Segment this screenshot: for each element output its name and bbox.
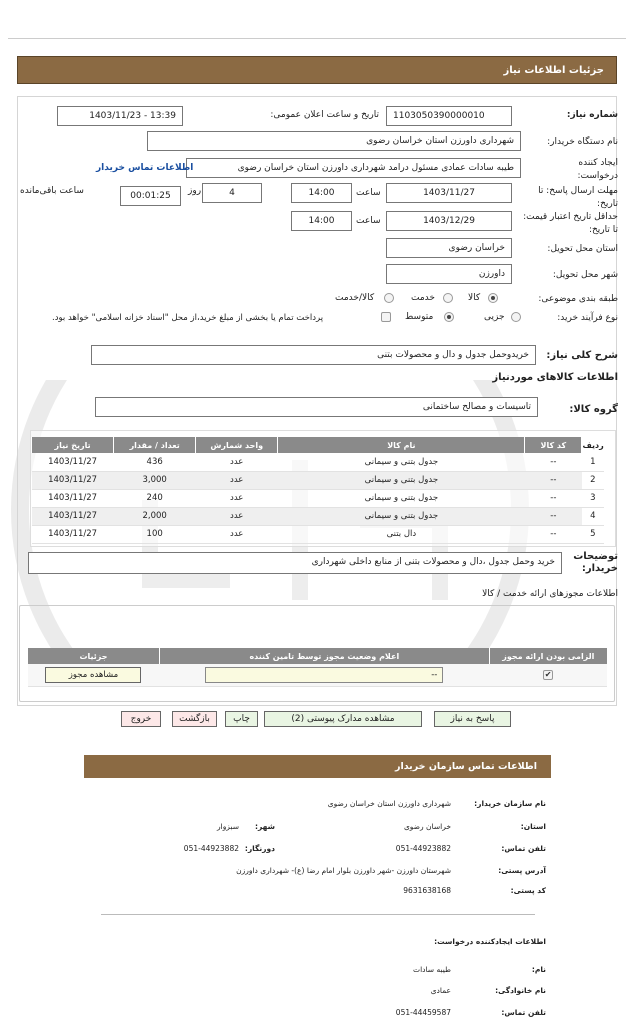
item-unit: عدد <box>196 489 278 507</box>
permit-required-header: الزامی بودن ارائه مجوز <box>489 648 607 664</box>
exit-button[interactable]: خروج <box>121 711 161 727</box>
contact-header <box>84 755 551 778</box>
item-unit: عدد <box>196 471 278 489</box>
process-partial-label: جزیی <box>484 312 505 322</box>
remaining-time-field: 00:01:25 <box>120 186 181 206</box>
table-row <box>32 453 605 471</box>
category-service-label: خدمت <box>411 293 435 303</box>
creator-family-value: عمادی <box>430 986 451 995</box>
summary-field: خریدوحمل جدول و دال و محصولات بتنی <box>91 345 536 365</box>
validity-time-field: 14:00 <box>291 211 352 231</box>
category-label: طبقه بندی موضوعی: <box>538 294 618 304</box>
back-button[interactable]: بازگشت <box>172 711 217 727</box>
category-goods-label: کالا <box>468 293 481 303</box>
postal-label: کد پستی: <box>510 886 546 895</box>
col-row: ردیف <box>582 437 604 453</box>
province-field: خراسان رضوی <box>386 238 512 258</box>
creator-phone-label: تلفن تماس: <box>501 1008 546 1017</box>
process-medium-radio[interactable] <box>444 312 454 322</box>
org-value: شهرداری داورزن استان خراسان رضوی <box>327 799 451 808</box>
province-label: استان محل تحویل: <box>547 244 618 254</box>
phone-value: 051-44923882 <box>395 844 451 853</box>
items-table <box>31 437 604 544</box>
item-code: -- <box>525 453 582 471</box>
item-unit: عدد <box>196 525 278 543</box>
creator-name-value: طیبه سادات <box>413 965 451 974</box>
top-divider <box>8 38 626 39</box>
category-service-radio[interactable] <box>443 293 453 303</box>
need-number-field: 1103050390000010 <box>386 106 512 126</box>
announce-datetime-label: تاریخ و ساعت اعلان عمومی: <box>270 110 379 120</box>
item-name: جدول بتنی و سیمانی <box>278 453 525 471</box>
requester-field: طیبه سادات عمادی مسئول درامد شهرداری داورزن استان خراسان رضوی <box>186 158 521 178</box>
postal-value: 9631638168 <box>403 886 451 895</box>
table-row <box>32 489 605 507</box>
process-label: نوع فرآیند خرید: <box>557 313 618 323</box>
item-qty: 100 <box>114 525 196 543</box>
deadline-date-field: 1403/11/27 <box>386 183 512 203</box>
validity-date-field: 1403/12/29 <box>386 211 512 231</box>
deadline-time-field: 14:00 <box>291 183 352 203</box>
contact-divider <box>101 914 535 915</box>
address-label: آدرس پستی: <box>498 866 546 875</box>
table-row <box>32 507 605 525</box>
category-goods-radio[interactable] <box>488 293 498 303</box>
item-date: 1403/11/27 <box>32 489 114 507</box>
phone-label: تلفن تماس: <box>501 844 546 853</box>
item-code: -- <box>525 471 582 489</box>
col-name: نام کالا <box>278 437 525 453</box>
buyer-org-field: شهرداری داورزن استان خراسان رضوی <box>147 131 521 151</box>
goods-info-heading: اطلاعات کالاهای موردنیاز <box>492 372 618 383</box>
item-date: 1403/11/27 <box>32 525 114 543</box>
row-number: 1 <box>582 453 604 471</box>
permits-table <box>27 648 607 687</box>
row-number: 5 <box>582 525 604 543</box>
deadline-time-label: ساعت <box>356 188 381 198</box>
item-name: جدول بتنی و سیمانی <box>278 471 525 489</box>
items-table-body <box>32 453 605 543</box>
item-name: دال بتنی <box>278 525 525 543</box>
table-row <box>32 471 605 489</box>
item-qty: 3,000 <box>114 471 196 489</box>
org-label: نام سازمان خریدار: <box>474 799 546 808</box>
requester-label: ایجاد کننده درخواست: <box>577 158 618 181</box>
item-code: -- <box>525 525 582 543</box>
remaining-label: ساعت باقی‌مانده <box>20 186 84 196</box>
announce-datetime-field: 1403/11/23 - 13:39 <box>57 106 183 126</box>
item-qty: 436 <box>114 453 196 471</box>
process-partial-radio[interactable] <box>511 312 521 322</box>
reply-button[interactable]: پاسخ به نیاز <box>434 711 511 727</box>
city-contact-label: شهر: <box>255 822 275 831</box>
permit-required-checkbox[interactable]: ✔ <box>544 669 552 679</box>
address-value: شهرستان داورزن -شهر داورزن بلوار امام رضا (ع)- شهرداری داورزن <box>236 866 451 875</box>
creator-title: اطلاعات ایجادکننده درخواست: <box>434 937 546 946</box>
item-date: 1403/11/27 <box>32 507 114 525</box>
province-contact-value: خراسان رضوی <box>403 822 451 831</box>
col-qty: تعداد / مقدار <box>114 437 196 453</box>
view-permit-button[interactable]: مشاهده مجوز <box>45 667 141 683</box>
category-goods-service-radio[interactable] <box>384 293 394 303</box>
item-name: جدول بتنی و سیمانی <box>278 507 525 525</box>
buyer-org-label: نام دستگاه خریدار: <box>547 137 618 147</box>
row-number: 3 <box>582 489 604 507</box>
item-qty: 2,000 <box>114 507 196 525</box>
days-field: 4 <box>202 183 262 203</box>
permit-status-header: اعلام وضعیت مجوز توسط تامین کننده <box>159 648 489 664</box>
fax-label: دورنگار: <box>244 844 275 853</box>
category-goods-service-label: کالا/خدمت <box>335 293 375 303</box>
creator-family-label: نام خانوادگی: <box>495 986 546 995</box>
day-label: روز <box>188 186 202 196</box>
city-label: شهر محل تحویل: <box>552 270 618 280</box>
view-docs-button[interactable]: مشاهده مدارک پیوستی (2) <box>264 711 422 727</box>
item-unit: عدد <box>196 453 278 471</box>
creator-name-label: نام: <box>531 965 546 974</box>
province-contact-label: استان: <box>520 822 546 831</box>
validity-label: حداقل تاریخ اعتبار قیمت: تا تاریخ: <box>523 212 618 235</box>
city-contact-value: سبزوار <box>216 822 239 831</box>
item-qty: 240 <box>114 489 196 507</box>
treasury-payment-checkbox[interactable] <box>381 312 391 322</box>
table-row <box>32 525 605 543</box>
print-button[interactable]: چاپ <box>225 711 258 727</box>
row-number: 4 <box>582 507 604 525</box>
deadline-label: مهلت ارسال پاسخ: تا تاریخ: <box>538 186 618 209</box>
items-table-header <box>32 437 605 453</box>
process-medium-label: متوسط <box>405 312 434 322</box>
validity-time-label: ساعت <box>356 216 381 226</box>
summary-label: شرح کلی نیاز: <box>546 350 618 361</box>
item-date: 1403/11/27 <box>32 471 114 489</box>
item-name: جدول بتنی و سیمانی <box>278 489 525 507</box>
item-code: -- <box>525 507 582 525</box>
contact-info-link[interactable]: اطلاعات تماس خریدار <box>96 163 194 173</box>
permit-status-field: -- <box>205 667 443 683</box>
fax-value: 051-44923882 <box>183 844 239 853</box>
col-code: کد کالا <box>525 437 582 453</box>
need-number-label: شماره نیاز: <box>566 110 618 120</box>
col-date: تاریخ نیاز <box>32 437 114 453</box>
goods-group-label: گروه کالا: <box>569 404 618 415</box>
item-unit: عدد <box>196 507 278 525</box>
creator-phone-value: 051-44459587 <box>395 1008 451 1017</box>
col-unit: واحد شمارش <box>196 437 278 453</box>
contact-title: اطلاعات تماس سازمان خریدار <box>394 761 537 772</box>
page-title: جزئیات اطلاعات نیاز <box>503 65 604 76</box>
city-field: داورزن <box>386 264 512 284</box>
goods-group-field: تاسیسات و مصالح ساختمانی <box>95 397 538 417</box>
buyer-notes-field: خرید وحمل جدول ،دال و محصولات بتنی از منابع داخلی شهرداری <box>28 552 562 574</box>
page-header <box>17 56 617 84</box>
buyer-notes-label: توضیحات خریدار: <box>573 551 618 574</box>
treasury-payment-note: پرداخت تمام یا بخشی از مبلغ خرید،از محل "اسناد خزانه اسلامی" خواهد بود. <box>52 313 324 323</box>
permit-details-header: جزئیات <box>28 648 160 664</box>
item-code: -- <box>525 489 582 507</box>
row-number: 2 <box>582 471 604 489</box>
item-date: 1403/11/27 <box>32 453 114 471</box>
permits-heading: اطلاعات مجوزهای ارائه خدمت / کالا <box>482 589 618 599</box>
